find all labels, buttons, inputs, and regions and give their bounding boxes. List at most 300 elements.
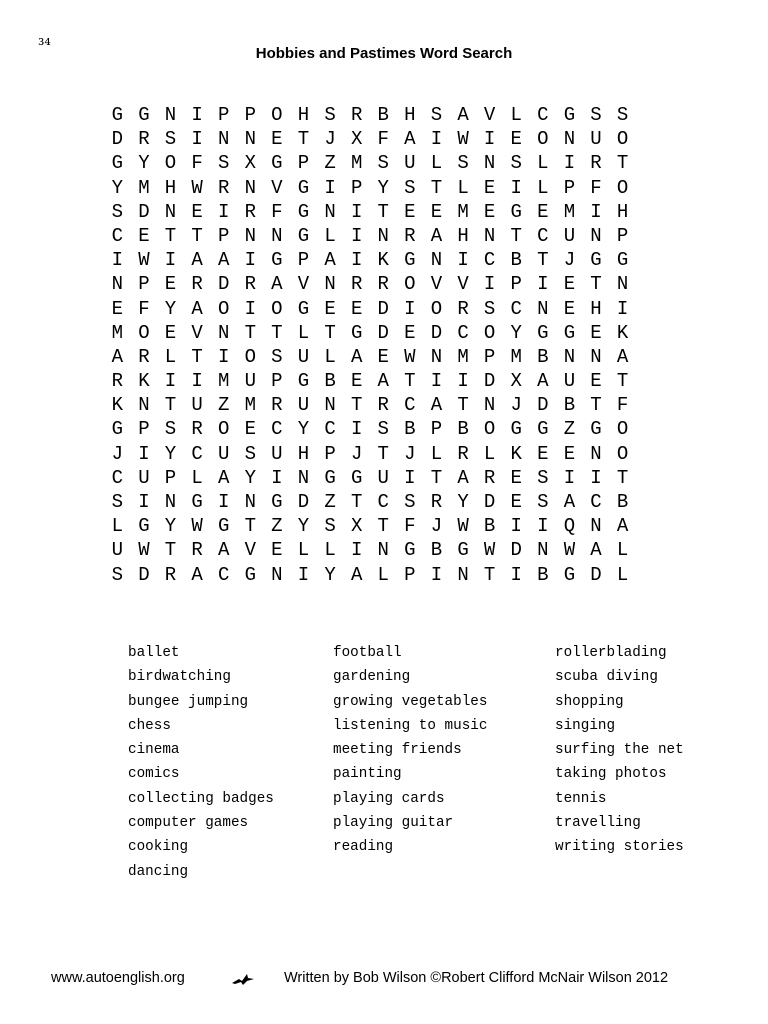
grid-letter[interactable]: I: [324, 176, 336, 199]
grid-letter[interactable]: S: [590, 104, 602, 126]
grid-letter[interactable]: O: [616, 418, 629, 441]
grid-letter[interactable]: R: [404, 224, 416, 247]
grid-letter[interactable]: W: [457, 515, 469, 538]
grid-letter[interactable]: C: [457, 321, 469, 344]
grid-letter[interactable]: Z: [324, 491, 336, 513]
grid-letter[interactable]: P: [164, 466, 177, 489]
grid-letter[interactable]: R: [377, 394, 389, 417]
grid-letter[interactable]: P: [244, 104, 256, 126]
grid-letter[interactable]: I: [350, 249, 363, 272]
grid-letter[interactable]: G: [563, 563, 576, 586]
grid-letter[interactable]: N: [324, 273, 336, 296]
grid-letter[interactable]: B: [563, 394, 576, 417]
grid-letter[interactable]: C: [510, 297, 522, 320]
grid-letter[interactable]: J: [430, 515, 443, 538]
grid-letter[interactable]: Y: [377, 176, 389, 199]
grid-letter[interactable]: L: [297, 321, 310, 344]
grid-letter[interactable]: T: [191, 345, 203, 368]
grid-letter[interactable]: N: [271, 224, 283, 247]
grid-letter[interactable]: I: [430, 128, 443, 151]
grid-letter[interactable]: T: [616, 370, 629, 393]
grid-letter[interactable]: T: [350, 394, 363, 417]
grid-letter[interactable]: N: [483, 394, 496, 417]
grid-letter[interactable]: M: [217, 370, 230, 393]
grid-letter[interactable]: B: [510, 249, 522, 272]
grid-letter[interactable]: I: [430, 370, 443, 393]
grid-letter[interactable]: Y: [510, 321, 522, 344]
grid-letter[interactable]: G: [590, 249, 602, 272]
grid-letter[interactable]: O: [271, 297, 283, 320]
grid-letter[interactable]: P: [297, 249, 310, 272]
grid-letter[interactable]: P: [350, 176, 363, 199]
grid-letter[interactable]: M: [244, 394, 256, 417]
grid-letter[interactable]: D: [217, 273, 230, 296]
grid-letter[interactable]: S: [164, 128, 177, 151]
grid-letter[interactable]: D: [138, 200, 150, 223]
grid-letter[interactable]: N: [616, 273, 629, 296]
grid-letter[interactable]: G: [111, 418, 123, 441]
grid-letter[interactable]: L: [457, 176, 469, 199]
grid-letter[interactable]: M: [457, 345, 469, 368]
grid-letter[interactable]: E: [510, 128, 522, 151]
grid-letter[interactable]: D: [377, 297, 389, 320]
grid-letter[interactable]: T: [510, 224, 522, 247]
grid-letter[interactable]: T: [244, 321, 256, 344]
grid-letter[interactable]: S: [244, 442, 256, 465]
grid-letter[interactable]: I: [138, 491, 150, 513]
grid-letter[interactable]: V: [430, 273, 443, 296]
grid-letter[interactable]: F: [138, 297, 150, 320]
grid-letter[interactable]: W: [138, 249, 150, 272]
grid-letter[interactable]: T: [430, 176, 443, 199]
grid-letter[interactable]: Y: [324, 563, 336, 586]
grid-letter[interactable]: N: [377, 224, 389, 247]
grid-letter[interactable]: G: [297, 370, 310, 393]
grid-letter[interactable]: W: [563, 539, 576, 562]
grid-letter[interactable]: T: [616, 466, 629, 489]
grid-letter[interactable]: S: [111, 491, 123, 513]
grid-letter[interactable]: E: [164, 321, 177, 344]
grid-letter[interactable]: V: [457, 273, 469, 296]
grid-letter[interactable]: M: [563, 200, 576, 223]
grid-letter[interactable]: G: [563, 104, 576, 126]
grid-letter[interactable]: I: [590, 200, 602, 223]
grid-letter[interactable]: U: [377, 466, 389, 489]
grid-letter[interactable]: K: [510, 442, 522, 465]
grid-letter[interactable]: T: [590, 394, 602, 417]
grid-letter[interactable]: G: [616, 249, 629, 272]
grid-letter[interactable]: B: [616, 491, 629, 513]
grid-letter[interactable]: R: [350, 273, 363, 296]
grid-letter[interactable]: S: [537, 466, 549, 489]
grid-letter[interactable]: N: [590, 224, 602, 247]
grid-letter[interactable]: N: [217, 128, 230, 151]
grid-letter[interactable]: O: [430, 297, 443, 320]
grid-letter[interactable]: E: [563, 273, 576, 296]
grid-letter[interactable]: B: [404, 418, 416, 441]
grid-letter[interactable]: G: [138, 104, 150, 126]
grid-letter[interactable]: A: [217, 466, 230, 489]
grid-letter[interactable]: P: [404, 563, 416, 586]
grid-letter[interactable]: R: [164, 563, 177, 586]
grid-letter[interactable]: X: [510, 370, 522, 393]
grid-letter[interactable]: E: [244, 418, 256, 441]
grid-letter[interactable]: O: [616, 176, 629, 199]
grid-letter[interactable]: I: [350, 418, 363, 441]
grid-letter[interactable]: O: [271, 104, 283, 126]
grid-letter[interactable]: E: [483, 200, 496, 223]
grid-letter[interactable]: S: [404, 491, 416, 513]
grid-letter[interactable]: M: [510, 345, 522, 368]
grid-letter[interactable]: A: [430, 394, 443, 417]
grid-letter[interactable]: I: [616, 297, 629, 320]
grid-letter[interactable]: S: [404, 176, 416, 199]
grid-letter[interactable]: D: [430, 321, 443, 344]
grid-letter[interactable]: G: [271, 491, 283, 513]
grid-letter[interactable]: M: [350, 152, 363, 175]
grid-letter[interactable]: G: [111, 152, 123, 175]
grid-letter[interactable]: G: [510, 418, 522, 441]
grid-letter[interactable]: C: [111, 466, 123, 489]
grid-letter[interactable]: A: [350, 563, 363, 586]
grid-letter[interactable]: X: [244, 152, 256, 175]
grid-letter[interactable]: I: [537, 273, 549, 296]
grid-letter[interactable]: E: [404, 200, 416, 223]
grid-letter[interactable]: A: [457, 104, 469, 126]
grid-letter[interactable]: N: [537, 539, 549, 562]
grid-letter[interactable]: E: [191, 200, 203, 223]
grid-letter[interactable]: B: [457, 418, 469, 441]
grid-letter[interactable]: R: [111, 370, 123, 393]
grid-letter[interactable]: N: [164, 104, 177, 126]
grid-letter[interactable]: W: [483, 539, 496, 562]
grid-letter[interactable]: V: [297, 273, 310, 296]
grid-letter[interactable]: J: [563, 249, 576, 272]
grid-letter[interactable]: J: [324, 128, 336, 151]
grid-letter[interactable]: R: [244, 273, 256, 296]
grid-letter[interactable]: U: [297, 345, 310, 368]
grid-letter[interactable]: O: [483, 321, 496, 344]
grid-letter[interactable]: S: [164, 418, 177, 441]
grid-letter[interactable]: S: [271, 345, 283, 368]
grid-letter[interactable]: A: [350, 345, 363, 368]
grid-letter[interactable]: I: [244, 249, 256, 272]
grid-letter[interactable]: U: [590, 128, 602, 151]
grid-letter[interactable]: M: [457, 200, 469, 223]
grid-letter[interactable]: H: [457, 224, 469, 247]
grid-letter[interactable]: E: [404, 321, 416, 344]
grid-letter[interactable]: Z: [563, 418, 576, 441]
grid-letter[interactable]: S: [111, 200, 123, 223]
grid-letter[interactable]: Y: [111, 176, 123, 199]
grid-letter[interactable]: S: [377, 152, 389, 175]
grid-letter[interactable]: N: [297, 466, 310, 489]
grid-letter[interactable]: D: [590, 563, 602, 586]
grid-letter[interactable]: G: [297, 297, 310, 320]
grid-letter[interactable]: B: [483, 515, 496, 538]
grid-letter[interactable]: S: [457, 152, 469, 175]
grid-letter[interactable]: P: [138, 273, 150, 296]
grid-letter[interactable]: U: [191, 394, 203, 417]
grid-letter[interactable]: E: [590, 370, 602, 393]
grid-letter[interactable]: L: [324, 345, 336, 368]
grid-letter[interactable]: F: [271, 200, 283, 223]
grid-letter[interactable]: Y: [297, 418, 310, 441]
grid-letter[interactable]: N: [563, 128, 576, 151]
grid-letter[interactable]: D: [377, 321, 389, 344]
grid-letter[interactable]: I: [111, 249, 123, 272]
grid-letter[interactable]: D: [483, 370, 496, 393]
grid-letter[interactable]: L: [377, 563, 389, 586]
grid-letter[interactable]: U: [244, 370, 256, 393]
grid-letter[interactable]: C: [271, 418, 283, 441]
grid-letter[interactable]: N: [377, 539, 389, 562]
grid-letter[interactable]: R: [271, 394, 283, 417]
grid-letter[interactable]: D: [111, 128, 123, 151]
grid-letter[interactable]: N: [244, 176, 256, 199]
grid-letter[interactable]: R: [191, 273, 203, 296]
grid-letter[interactable]: E: [510, 491, 522, 513]
grid-letter[interactable]: N: [563, 345, 576, 368]
grid-letter[interactable]: I: [563, 466, 576, 489]
grid-letter[interactable]: R: [217, 176, 230, 199]
grid-letter[interactable]: T: [377, 515, 389, 538]
grid-letter[interactable]: E: [350, 370, 363, 393]
grid-letter[interactable]: E: [430, 200, 443, 223]
grid-letter[interactable]: I: [350, 539, 363, 562]
grid-letter[interactable]: N: [590, 442, 602, 465]
grid-letter[interactable]: T: [324, 321, 336, 344]
grid-letter[interactable]: N: [111, 273, 123, 296]
grid-letter[interactable]: T: [404, 370, 416, 393]
grid-letter[interactable]: L: [111, 515, 123, 538]
grid-letter[interactable]: N: [244, 224, 256, 247]
grid-letter[interactable]: X: [350, 128, 363, 151]
grid-letter[interactable]: A: [537, 370, 549, 393]
grid-letter[interactable]: F: [377, 128, 389, 151]
grid-letter[interactable]: I: [191, 370, 203, 393]
grid-letter[interactable]: Z: [217, 394, 230, 417]
footer-url[interactable]: www.autoenglish.org: [51, 970, 185, 986]
grid-letter[interactable]: T: [191, 224, 203, 247]
grid-letter[interactable]: T: [164, 224, 177, 247]
grid-letter[interactable]: T: [483, 563, 496, 586]
grid-letter[interactable]: T: [457, 394, 469, 417]
grid-letter[interactable]: O: [138, 321, 150, 344]
grid-letter[interactable]: I: [164, 370, 177, 393]
grid-letter[interactable]: S: [324, 104, 336, 126]
grid-letter[interactable]: N: [483, 152, 496, 175]
grid-letter[interactable]: L: [616, 563, 629, 586]
grid-letter[interactable]: R: [350, 104, 363, 126]
grid-letter[interactable]: G: [563, 321, 576, 344]
grid-letter[interactable]: P: [563, 176, 576, 199]
grid-letter[interactable]: I: [217, 200, 230, 223]
grid-letter[interactable]: L: [191, 466, 203, 489]
grid-letter[interactable]: O: [217, 297, 230, 320]
grid-letter[interactable]: A: [430, 224, 443, 247]
grid-letter[interactable]: G: [350, 321, 363, 344]
grid-letter[interactable]: A: [563, 491, 576, 513]
grid-letter[interactable]: I: [510, 515, 522, 538]
grid-letter[interactable]: R: [483, 466, 496, 489]
grid-letter[interactable]: S: [217, 152, 230, 175]
grid-letter[interactable]: E: [138, 224, 150, 247]
grid-letter[interactable]: E: [350, 297, 363, 320]
grid-letter[interactable]: O: [537, 128, 549, 151]
grid-letter[interactable]: T: [616, 152, 629, 175]
grid-letter[interactable]: E: [510, 466, 522, 489]
grid-letter[interactable]: G: [217, 515, 230, 538]
grid-letter[interactable]: U: [111, 539, 123, 562]
grid-letter[interactable]: G: [457, 539, 469, 562]
grid-letter[interactable]: L: [297, 539, 310, 562]
grid-letter[interactable]: L: [510, 104, 522, 126]
grid-letter[interactable]: I: [297, 563, 310, 586]
grid-letter[interactable]: Y: [164, 297, 177, 320]
grid-letter[interactable]: V: [191, 321, 203, 344]
grid-letter[interactable]: I: [217, 491, 230, 513]
grid-letter[interactable]: V: [271, 176, 283, 199]
grid-letter[interactable]: R: [191, 418, 203, 441]
grid-letter[interactable]: P: [217, 104, 230, 126]
grid-letter[interactable]: Y: [244, 466, 256, 489]
grid-letter[interactable]: B: [430, 539, 443, 562]
grid-letter[interactable]: T: [350, 491, 363, 513]
grid-letter[interactable]: N: [244, 491, 256, 513]
grid-letter[interactable]: W: [191, 176, 203, 199]
grid-letter[interactable]: N: [217, 321, 230, 344]
grid-letter[interactable]: S: [111, 563, 123, 586]
grid-letter[interactable]: S: [377, 418, 389, 441]
grid-letter[interactable]: R: [244, 200, 256, 223]
grid-letter[interactable]: H: [616, 200, 629, 223]
grid-letter[interactable]: B: [537, 345, 549, 368]
grid-letter[interactable]: R: [590, 152, 602, 175]
grid-letter[interactable]: I: [590, 466, 602, 489]
grid-letter[interactable]: F: [404, 515, 416, 538]
grid-letter[interactable]: T: [590, 273, 602, 296]
grid-letter[interactable]: H: [297, 442, 310, 465]
grid-letter[interactable]: T: [297, 128, 310, 151]
grid-letter[interactable]: P: [483, 345, 496, 368]
grid-letter[interactable]: Y: [297, 515, 310, 538]
grid-letter[interactable]: V: [483, 104, 496, 126]
grid-letter[interactable]: A: [111, 345, 123, 368]
grid-letter[interactable]: G: [138, 515, 150, 538]
grid-letter[interactable]: E: [164, 273, 177, 296]
grid-letter[interactable]: O: [164, 152, 177, 175]
grid-letter[interactable]: R: [138, 345, 150, 368]
grid-letter[interactable]: G: [271, 152, 283, 175]
grid-letter[interactable]: T: [244, 515, 256, 538]
grid-letter[interactable]: I: [217, 345, 230, 368]
grid-letter[interactable]: C: [111, 224, 123, 247]
grid-letter[interactable]: L: [483, 442, 496, 465]
grid-letter[interactable]: E: [483, 176, 496, 199]
grid-letter[interactable]: R: [430, 491, 443, 513]
grid-letter[interactable]: S: [510, 152, 522, 175]
grid-letter[interactable]: P: [271, 370, 283, 393]
grid-letter[interactable]: L: [324, 539, 336, 562]
grid-letter[interactable]: I: [483, 128, 496, 151]
grid-letter[interactable]: C: [590, 491, 602, 513]
grid-letter[interactable]: P: [616, 224, 629, 247]
grid-letter[interactable]: L: [616, 539, 629, 562]
grid-letter[interactable]: E: [324, 297, 336, 320]
grid-letter[interactable]: O: [244, 345, 256, 368]
grid-letter[interactable]: L: [430, 442, 443, 465]
grid-letter[interactable]: L: [537, 152, 549, 175]
grid-letter[interactable]: Q: [563, 515, 576, 538]
grid-letter[interactable]: I: [350, 224, 363, 247]
grid-letter[interactable]: U: [563, 370, 576, 393]
grid-letter[interactable]: Y: [164, 442, 177, 465]
grid-letter[interactable]: T: [164, 539, 177, 562]
grid-letter[interactable]: I: [138, 442, 150, 465]
grid-letter[interactable]: S: [324, 515, 336, 538]
grid-letter[interactable]: T: [377, 442, 389, 465]
grid-letter[interactable]: E: [377, 345, 389, 368]
grid-letter[interactable]: I: [271, 466, 283, 489]
grid-letter[interactable]: A: [271, 273, 283, 296]
grid-letter[interactable]: D: [483, 491, 496, 513]
grid-letter[interactable]: K: [111, 394, 123, 417]
grid-letter[interactable]: C: [191, 442, 203, 465]
grid-letter[interactable]: N: [483, 224, 496, 247]
grid-letter[interactable]: P: [297, 152, 310, 175]
grid-letter[interactable]: F: [616, 394, 629, 417]
grid-letter[interactable]: A: [404, 128, 416, 151]
grid-letter[interactable]: G: [537, 321, 549, 344]
grid-letter[interactable]: C: [377, 491, 389, 513]
grid-letter[interactable]: N: [590, 515, 602, 538]
grid-letter[interactable]: Y: [138, 152, 150, 175]
grid-letter[interactable]: C: [483, 249, 496, 272]
grid-letter[interactable]: G: [537, 418, 549, 441]
grid-letter[interactable]: A: [616, 345, 629, 368]
grid-letter[interactable]: I: [191, 104, 203, 126]
grid-letter[interactable]: I: [350, 200, 363, 223]
grid-letter[interactable]: G: [404, 249, 416, 272]
grid-letter[interactable]: W: [191, 515, 203, 538]
grid-letter[interactable]: G: [191, 491, 203, 513]
grid-letter[interactable]: N: [164, 200, 177, 223]
grid-letter[interactable]: A: [324, 249, 336, 272]
grid-letter[interactable]: N: [457, 563, 469, 586]
grid-letter[interactable]: K: [377, 249, 389, 272]
grid-letter[interactable]: B: [324, 370, 336, 393]
grid-letter[interactable]: T: [377, 200, 389, 223]
grid-letter[interactable]: E: [271, 539, 283, 562]
grid-letter[interactable]: I: [430, 563, 443, 586]
grid-letter[interactable]: C: [404, 394, 416, 417]
grid-letter[interactable]: I: [510, 563, 522, 586]
grid-letter[interactable]: D: [510, 539, 522, 562]
grid-letter[interactable]: L: [430, 152, 443, 175]
grid-letter[interactable]: O: [616, 128, 629, 151]
grid-letter[interactable]: L: [324, 224, 336, 247]
grid-letter[interactable]: N: [244, 128, 256, 151]
grid-letter[interactable]: G: [350, 466, 363, 489]
grid-letter[interactable]: W: [138, 539, 150, 562]
grid-letter[interactable]: E: [111, 297, 123, 320]
grid-letter[interactable]: O: [616, 442, 629, 465]
grid-letter[interactable]: X: [350, 515, 363, 538]
grid-letter[interactable]: P: [430, 418, 443, 441]
grid-letter[interactable]: K: [138, 370, 150, 393]
grid-letter[interactable]: S: [483, 297, 496, 320]
